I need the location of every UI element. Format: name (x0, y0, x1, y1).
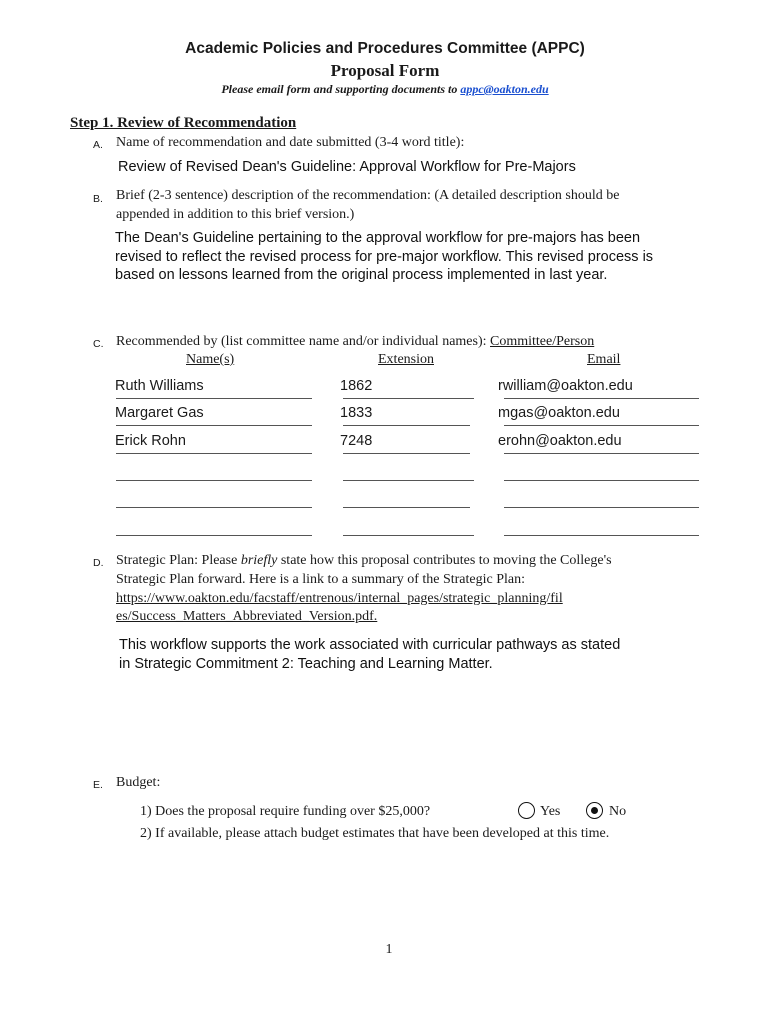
email-field-line[interactable] (504, 453, 699, 454)
item-e-letter: E. (93, 779, 103, 791)
extension-field-line[interactable] (343, 507, 470, 508)
email-field-line[interactable] (504, 398, 699, 399)
page-number: 1 (385, 942, 393, 957)
person-email-field[interactable]: mgas@oakton.edu (498, 405, 620, 421)
extension-field-line[interactable] (343, 535, 474, 536)
item-a-letter: A. (93, 139, 103, 151)
strategic-plan-link-line1: https://www.oakton.edu/facstaff/entrenous/internal_pages/strategic_planning/fil (116, 591, 563, 606)
person-name-field[interactable]: Margaret Gas (115, 405, 204, 421)
person-name-field[interactable]: Erick Rohn (115, 433, 186, 449)
column-header-names: Name(s) (186, 352, 235, 367)
form-title: Proposal Form (330, 61, 440, 80)
radio-yes[interactable] (518, 802, 535, 819)
name-field-line[interactable] (116, 453, 312, 454)
column-header-email: Email (587, 352, 621, 367)
budget-label: Budget: (116, 775, 161, 790)
description-line1: The Dean's Guideline pertaining to the approval workflow for pre-majors has been (115, 230, 641, 246)
item-b-question-line2: appended in addition to this brief version.) (116, 207, 355, 222)
column-header-extension: Extension (378, 352, 434, 367)
item-b-letter: B. (93, 193, 103, 205)
name-field-line[interactable] (116, 398, 312, 399)
item-d-question-line1 (116, 553, 612, 569)
person-name-field[interactable]: Ruth Williams (115, 378, 204, 394)
recommendation-title-field[interactable]: Review of Revised Dean's Guideline: Approval Workflow for Pre-Majors (118, 159, 576, 175)
radio-yes-label: Yes (540, 804, 561, 819)
description-line3: based on lessons learned from the original process implemented in last year. (115, 267, 608, 283)
item-d-question-line2: Strategic Plan forward. Here is a link to a summary of the Strategic Plan: (116, 572, 526, 587)
extension-field-line[interactable] (343, 398, 474, 399)
extension-field-line[interactable] (343, 425, 470, 426)
strategic-plan-answer-line2: in Strategic Commitment 2: Teaching and Learning Matter. (119, 656, 493, 672)
person-email-field[interactable]: erohn@oakton.edu (498, 433, 622, 449)
item-d-q-pre: Strategic Plan: Please (116, 553, 241, 568)
budget-question-1: 1) Does the proposal require funding over $25,000? (140, 804, 431, 819)
item-c-question-tail: Committee/Person (490, 334, 595, 349)
submission-instruction (0, 82, 770, 97)
name-field-line[interactable] (116, 535, 312, 536)
extension-field-line[interactable] (343, 480, 474, 481)
name-field-line[interactable] (116, 480, 312, 481)
radio-no-label: No (609, 804, 627, 819)
item-d-q-post: state how this proposal contributes to moving the College's (277, 553, 612, 568)
email-field-line[interactable] (504, 535, 699, 536)
budget-question-2: 2) If available, please attach budget estimates that have been developed at this time. (140, 826, 610, 841)
email-field-line[interactable] (504, 480, 699, 481)
item-c-question (116, 334, 594, 350)
name-field-line[interactable] (116, 425, 312, 426)
item-c-letter: C. (93, 338, 104, 350)
item-b-question-line1: Brief (2-3 sentence) description of the recommendation: (A detailed description should be (116, 188, 620, 203)
appc-email-link[interactable]: appc@oakton.edu (460, 82, 549, 96)
radio-no[interactable] (586, 802, 603, 819)
email-field-line[interactable] (504, 425, 699, 426)
person-extension-field[interactable]: 7248 (340, 433, 373, 449)
form-committee-title: Academic Policies and Procedures Committee (APPC) (185, 40, 585, 57)
item-d-letter: D. (93, 557, 104, 569)
person-extension-field[interactable]: 1862 (340, 378, 373, 394)
item-c-question-text: Recommended by (list committee name and/or individual names): (116, 334, 487, 349)
strategic-plan-answer-line1: This workflow supports the work associated with curricular pathways as stated (119, 637, 621, 653)
strategic-plan-link-line2: es/Success_Matters_Abbreviated_Version.pdf. (116, 609, 378, 624)
instruction-text: Please email form and supporting documents to (221, 82, 458, 96)
email-field-line[interactable] (504, 507, 699, 508)
description-line2: revised to reflect the revised process for pre-major workflow. This revised process is (115, 249, 654, 265)
item-a-question: Name of recommendation and date submitted (3-4 word title): (116, 135, 465, 150)
person-email-field[interactable]: rwilliam@oakton.edu (498, 378, 633, 394)
item-d-q-emphasis: briefly (240, 553, 278, 568)
extension-field-line[interactable] (343, 453, 470, 454)
name-field-line[interactable] (116, 507, 312, 508)
step1-heading: Step 1. Review of Recommendation (70, 115, 297, 131)
person-extension-field[interactable]: 1833 (340, 405, 373, 421)
